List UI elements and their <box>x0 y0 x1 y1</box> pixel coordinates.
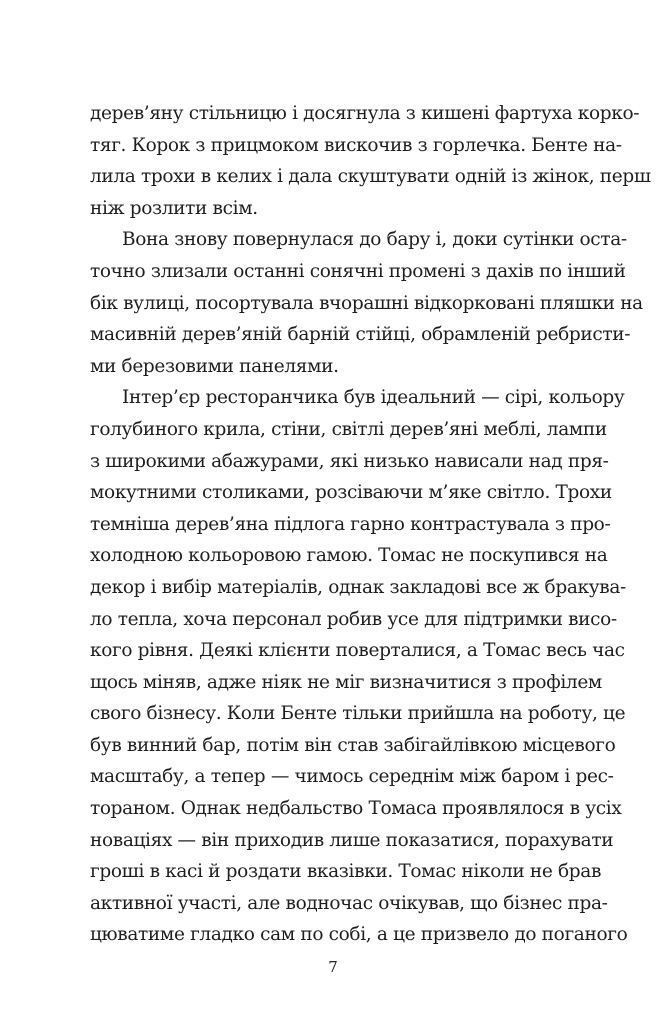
text-line: холодною кольоровою гамою. Томас не поскупився на <box>90 545 608 567</box>
text-line: ми березовими панелями. <box>90 355 339 377</box>
text-line: був винний бар, потім він став забігайлівкою місцевого <box>90 734 616 756</box>
text-line: тораном. Однак недбальство Томаса проявлялося в усіх <box>90 798 622 820</box>
text-line: активної участі, але водночас очікував, що бізнес пра- <box>90 892 608 914</box>
text-line: точно злизали останні сонячні промені з дахів по інший <box>90 260 626 282</box>
text-line: свого бізнесу. Коли Бенте тільки прийшла на роботу, це <box>90 703 626 725</box>
text-line: лила трохи в келих і дала скуштувати одній із жінок, перш <box>90 166 651 188</box>
text-line: мокутними столиками, розсіваючи м’яке світло. Трохи <box>90 482 612 504</box>
text-line: гроші в касі й роздати вказівки. Томас ніколи не брав <box>90 861 602 883</box>
text-line: цюватиме гладко сам по собі, а це призвело до поганого <box>90 924 628 946</box>
text-line: тяг. Корок з прицмоком вискочив з горлечка. Бенте на- <box>90 134 622 156</box>
text-line: ло тепла, хоча персонал робив усе для підтримки висо- <box>90 608 617 630</box>
text-line: з широкими абажурами, які низько нависали над пря- <box>90 450 609 472</box>
text-line: новаціях — він приходив лише показатися, порахувати <box>90 829 614 851</box>
text-line: бік вулиці, посортувала вчорашні відкорковані пляшки на <box>90 292 643 314</box>
body-text <box>90 98 651 951</box>
text-line: декор і вибір матеріалів, однак закладові все ж бракува- <box>90 576 626 598</box>
text-line: масштабу, а тепер — чимось середнім між баром і рес- <box>90 766 614 788</box>
text-line: щось міняв, адже ніяк не міг визначитися з профілем <box>90 671 602 693</box>
text-line: голубиного крила, стіни, світлі дерев’яні меблі, лампи <box>90 418 607 440</box>
text-line: кого рівня. Деякі клієнти поверталися, а Томас весь час <box>90 640 625 662</box>
text-line: дерев’яну стільницю і досягнула з кишені фартуха корко- <box>90 103 640 124</box>
text-line: темніша дерев’яна підлога гарно контрастувала з про- <box>90 513 611 535</box>
page-number: 7 <box>328 958 338 976</box>
text-line: Інтер’єр ресторанчика був ідеальний — сірі, кольору <box>122 387 625 409</box>
text-line: масивній дерев’яній барній стійці, обрамленій ребристи- <box>90 324 631 346</box>
text-line: ніж розлити всім. <box>90 197 258 219</box>
text-line: Вона знову повернулася до бару і, доки сутінки оста- <box>122 229 627 251</box>
